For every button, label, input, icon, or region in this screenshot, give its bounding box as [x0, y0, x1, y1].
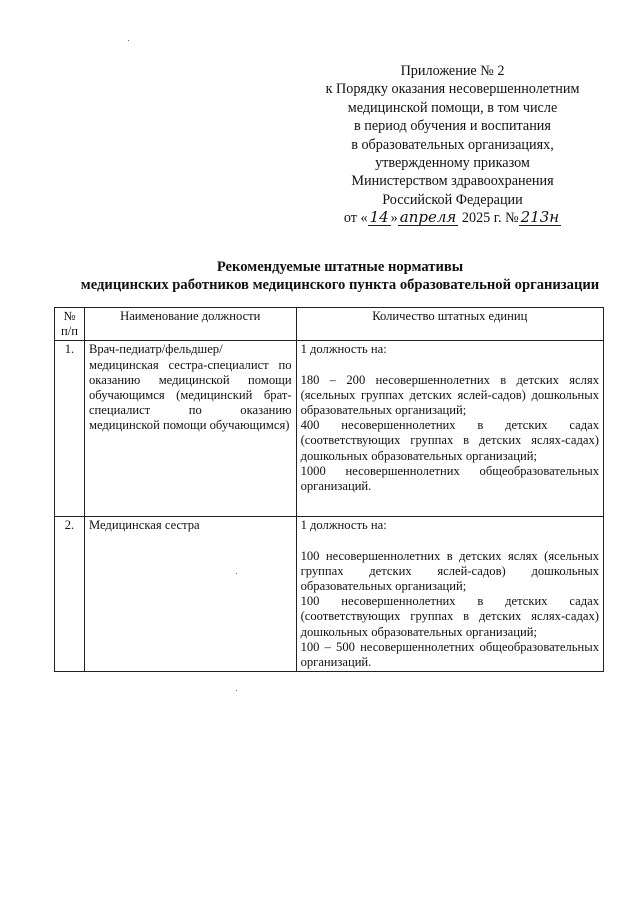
scan-speck [128, 40, 129, 41]
scan-speck [236, 690, 237, 691]
appendix-block [300, 62, 605, 228]
appendix-line: к Порядку оказания несовершеннолетним [325, 81, 580, 98]
quantity-item: 100 – 500 несовершеннолетних общеобразовательных организаций. [300, 639, 599, 670]
appendix-line: Приложение № 2 [400, 63, 505, 79]
quantity-item: 100 несовершеннолетних в детских садах (соответствующих группах в детских яслях-садах) дошкольных образовательных организаций; [300, 594, 599, 639]
quantity-item: 1000 несовершеннолетних общеобразовательных организаций. [300, 463, 599, 494]
date-prefix: от « [343, 210, 368, 227]
quantity-item: 100 несовершеннолетних в детских яслях (ясельных группах детских яслей-садов) дошкольных образовательных организаций; [300, 548, 599, 594]
position-name: Медицинская сестра [84, 517, 296, 672]
header-position: Наименование должности [84, 308, 296, 341]
date-mid: » [390, 210, 398, 227]
row-number: 1. [55, 341, 85, 517]
position-name: Врач-педиатр/фельдшер/ медицинская сестра-специалист по оказанию медицинской помощи обучающимся (медицинский брат-специалист по оказанию медицинской помощи обучающимся) [84, 341, 296, 517]
table-row [55, 517, 604, 672]
scan-speck [236, 573, 237, 574]
handwritten-order-number: 213н [520, 208, 560, 227]
staff-quantity [296, 517, 603, 672]
table-header-row [55, 308, 604, 341]
handwritten-month: апреля [399, 208, 457, 227]
title-line-2: медицинских работников медицинского пункта образовательной организации [80, 277, 600, 293]
appendix-line: медицинской помощи, в том числе [347, 99, 558, 116]
document-title [40, 258, 640, 294]
staffing-table [54, 307, 604, 672]
order-date-line [300, 209, 605, 227]
appendix-line: Министерством здравоохранения [351, 173, 554, 190]
appendix-line: Российской Федерации [382, 191, 523, 208]
title-line-1: Рекомендуемые штатные нормативы [216, 259, 464, 275]
appendix-line: утвержденному приказом [375, 155, 530, 172]
appendix-line: в образовательных организациях, [351, 136, 554, 153]
quantity-intro: 1 должность на: [300, 518, 387, 533]
date-year: 2025 г. № [461, 210, 519, 227]
handwritten-day: 14 [369, 208, 389, 227]
header-quantity: Количество штатных единиц [296, 308, 603, 341]
quantity-item: 400 несовершеннолетних в детских садах (соответствующих группах в детских яслях-садах) дошкольных образовательных организаций; [300, 418, 599, 463]
header-num: № п/п [55, 308, 85, 341]
quantity-item: 180 – 200 несовершеннолетних в детских яслях (ясельных группах детских яслей-садов) дошкольных образовательных организаций; [300, 372, 599, 418]
row-number: 2. [55, 517, 85, 672]
staff-quantity [296, 341, 603, 517]
quantity-intro: 1 должность на: [300, 342, 387, 357]
table-row [55, 341, 604, 517]
appendix-line: в период обучения и воспитания [354, 118, 551, 135]
